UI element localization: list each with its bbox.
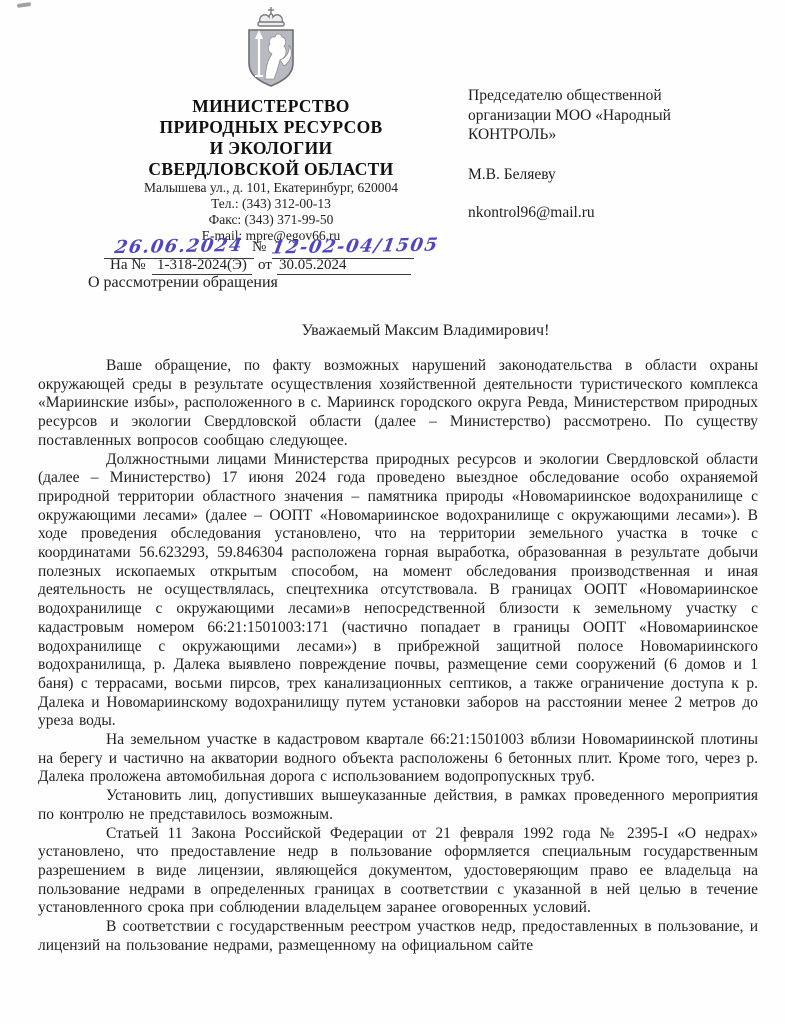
salutation: Уважаемый Максим Владимирович! bbox=[301, 322, 550, 339]
from-label: от bbox=[258, 257, 272, 273]
ministry-email: E-mail: mpre@egov66.ru bbox=[201, 228, 341, 243]
number-sign: № bbox=[252, 239, 267, 255]
body-paragraph: Статьей 11 Закона Российской Федерации от 21 февраля 1992 года № 2395-I «О недрах» установлено, что предоставление недр в пользование оформляется специальным государственным разрешением в виде лицензии, являющейся документом, удостоверяющим право ее владельца на пользование недрами в определенных границах в соответствии с указанной в ней целью в течение установленного срока при соблюдении владельцем заранее оговоренных условий. bbox=[38, 824, 758, 917]
body-paragraph: В соответствии с государственным реестром участков недр, предоставленных в пользование, и лицензий на пользование недрами, размещенному на официальном сайте bbox=[38, 918, 758, 954]
ministry-name-line: СВЕРДЛОВСКОЙ ОБЛАСТИ bbox=[148, 159, 394, 179]
letter-body bbox=[38, 322, 758, 956]
ministry-address: Малышева ул., д. 101, Екатеринбург, 620004 bbox=[144, 180, 398, 195]
incoming-date: 30.05.2024 bbox=[277, 257, 411, 275]
body-paragraph: Должностными лицами Министерства природных ресурсов и экологии Свердловской области (далее – Министерство) 17 июня 2024 года проведено выездное обследование особо охраняемой природной территории областного значения – памятника природы «Новомариинское водохранилище с окружающими лесами» (далее – ООПТ «Новомариинское водохранилище с окружающими лесами»). В ходе проведения обследования установлено, что на территории земельного участка в точке с координатами 56.623293, 59.846304 расположена горная выработка, образованная в результате добычи полезных ископаемых открытым способом, на момент обследования производственная и иная деятельность не осуществлялась, спецтехника отсутствовала. В границах ООПТ «Новомариинское водохранилище с окружающими лесами»в непосредственной близости к земельному участку с кадастровым номером 66:21:1501003:171 (частично попадает в границы ООПТ «Новомариинское водохранилище с окружающими лесами») в прибрежной защитной полосе Новомариинского водохранилища, р. Далека выявлено повреждение почвы, размещение семи сооружений (6 домов и 1 баня) с террасами, восьми пирсов, трех канализационных септиков, а также ограничение доступа к р. Далека и Новомариинскому водохранилищу путем установки заборов на расстоянии менее 2 метров до уреза воды. bbox=[38, 450, 758, 730]
ministry-phone: Тел.: (343) 312-00-13 bbox=[211, 196, 331, 211]
outgoing-reference-row bbox=[0, 236, 785, 258]
ministry-fax: Факс: (343) 371-99-50 bbox=[208, 212, 334, 227]
body-paragraph: Установить лиц, допустивших вышеуказанные действия, в рамках проведенного мероприятия по контролю не представилось возможным. bbox=[38, 787, 758, 823]
handwritten-outgoing-date: 26.06.2024 bbox=[113, 234, 245, 259]
incoming-number: 1-318-2024(Э) bbox=[152, 257, 252, 275]
incoming-label: На № bbox=[110, 257, 146, 273]
body-paragraph: На земельном участке в кадастровом квартале 66:21:1501003 вблизи Новомариинской плотины на берегу и частично на акватории водного объекта расположены 6 бетонных плит. Кроме того, через р. Далека проложена автомобильная дорога с использованием водопропускных труб. bbox=[38, 731, 758, 786]
recipient-block bbox=[468, 86, 700, 223]
ministry-name-line: МИНИСТЕРСТВО bbox=[192, 96, 350, 116]
handwritten-outgoing-number: 12-02-04/1505 bbox=[270, 234, 441, 259]
recipient-organization: Председателю общественной организации МОО «Народный КОНТРОЛЬ» bbox=[468, 87, 671, 143]
incoming-reference-row bbox=[0, 257, 785, 275]
recipient-email: nkontrol96@mail.ru bbox=[468, 204, 595, 221]
body-paragraph: Ваше обращение, по факту возможных нарушений законодательства в области охраны окружающей среды в результате осуществления хозяйственной деятельности туристического комплекса «Мариинские избы», расположенного в с. Мариинск городского округа Ревда, Министерством природных ресурсов и экологии Свердловской области (далее – Министерство) рассмотрено. По существу поставленных вопросов сообщаю следующее. bbox=[38, 357, 758, 449]
ministry-name-line: И ЭКОЛОГИИ bbox=[209, 138, 333, 158]
letter-subject: О рассмотрении обращения bbox=[88, 274, 278, 291]
outgoing-number-field bbox=[270, 234, 441, 259]
recipient-name: М.В. Беляеву bbox=[468, 165, 556, 183]
outgoing-date-field bbox=[104, 236, 254, 259]
ministry-name-line: ПРИРОДНЫХ РЕСУРСОВ bbox=[159, 117, 383, 137]
